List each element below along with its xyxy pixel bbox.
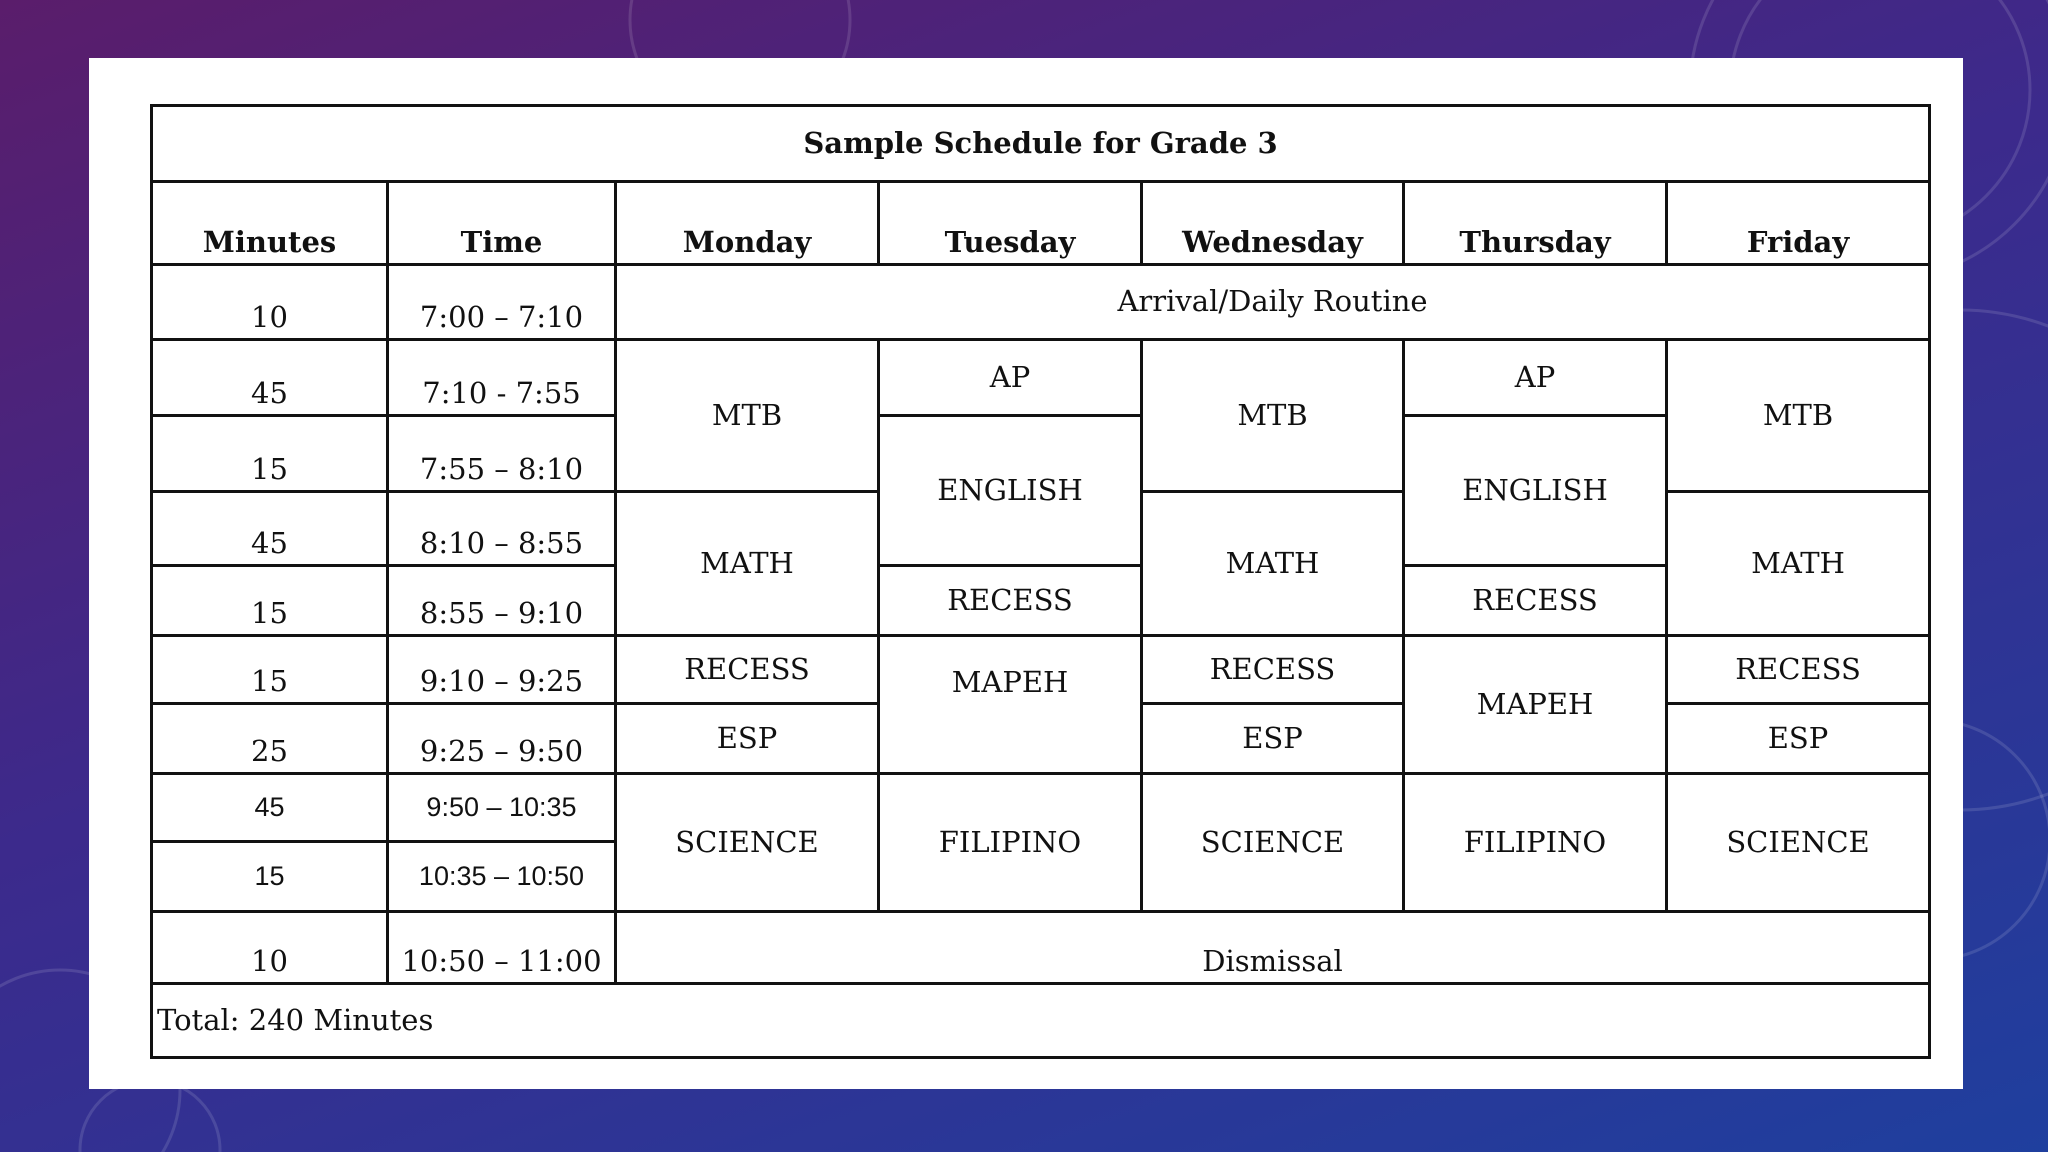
header-tuesday: Tuesday xyxy=(879,182,1142,265)
monday-subject: SCIENCE xyxy=(616,774,879,912)
time-cell: 8:55 – 9:10 xyxy=(388,566,616,636)
tuesday-subject: MAPEH xyxy=(879,636,1142,774)
time-cell: 7:00 – 7:10 xyxy=(388,265,616,340)
monday-subject: ESP xyxy=(616,704,879,774)
minutes-cell: 15 xyxy=(152,842,388,912)
thursday-subject: FILIPINO xyxy=(1404,774,1667,912)
monday-subject: RECESS xyxy=(616,636,879,704)
schedule-table xyxy=(150,104,1931,1059)
minutes-cell: 45 xyxy=(152,492,388,566)
thursday-subject: AP xyxy=(1404,340,1667,416)
table-row xyxy=(152,566,1930,636)
header-thursday: Thursday xyxy=(1404,182,1667,265)
minutes-cell: 15 xyxy=(152,566,388,636)
table-row xyxy=(152,912,1930,984)
total-minutes: Total: 240 Minutes xyxy=(152,984,1930,1058)
thursday-subject: MAPEH xyxy=(1404,636,1667,774)
minutes-cell: 25 xyxy=(152,704,388,774)
wednesday-subject: RECESS xyxy=(1142,636,1404,704)
thursday-subject: ENGLISH xyxy=(1404,416,1667,566)
minutes-cell: 10 xyxy=(152,265,388,340)
wednesday-subject: MTB xyxy=(1142,340,1404,492)
header-minutes: Minutes xyxy=(152,182,388,265)
time-cell: 7:55 – 8:10 xyxy=(388,416,616,492)
header-time: Time xyxy=(388,182,616,265)
table-row xyxy=(152,265,1930,340)
slide-card xyxy=(89,58,1963,1089)
wednesday-subject: SCIENCE xyxy=(1142,774,1404,912)
time-cell: 9:10 – 9:25 xyxy=(388,636,616,704)
friday-subject: RECESS xyxy=(1667,636,1930,704)
monday-subject: MTB xyxy=(616,340,879,492)
minutes-cell: 15 xyxy=(152,416,388,492)
wednesday-subject: ESP xyxy=(1142,704,1404,774)
friday-subject: SCIENCE xyxy=(1667,774,1930,912)
table-row xyxy=(152,416,1930,492)
time-cell: 10:50 – 11:00 xyxy=(388,912,616,984)
time-cell: 7:10 - 7:55 xyxy=(388,340,616,416)
dismissal-cell: Dismissal xyxy=(616,912,1930,984)
thursday-subject: RECESS xyxy=(1404,566,1667,636)
friday-subject: ESP xyxy=(1667,704,1930,774)
header-wednesday: Wednesday xyxy=(1142,182,1404,265)
time-cell: 10:35 – 10:50 xyxy=(388,842,616,912)
title-row xyxy=(152,106,1930,182)
wednesday-subject: MATH xyxy=(1142,492,1404,636)
monday-subject: MATH xyxy=(616,492,879,636)
minutes-cell: 45 xyxy=(152,774,388,842)
minutes-cell: 45 xyxy=(152,340,388,416)
table-row xyxy=(152,774,1930,842)
tuesday-subject: AP xyxy=(879,340,1142,416)
time-cell: 8:10 – 8:55 xyxy=(388,492,616,566)
header-row xyxy=(152,182,1930,265)
tuesday-subject: FILIPINO xyxy=(879,774,1142,912)
minutes-cell: 15 xyxy=(152,636,388,704)
schedule-title: Sample Schedule for Grade 3 xyxy=(152,106,1930,182)
time-cell: 9:25 – 9:50 xyxy=(388,704,616,774)
header-monday: Monday xyxy=(616,182,879,265)
friday-subject: MATH xyxy=(1667,492,1930,636)
tuesday-subject: RECESS xyxy=(879,566,1142,636)
minutes-cell: 10 xyxy=(152,912,388,984)
header-friday: Friday xyxy=(1667,182,1930,265)
tuesday-subject: ENGLISH xyxy=(879,416,1142,566)
arrival-cell: Arrival/Daily Routine xyxy=(616,265,1930,340)
friday-subject: MTB xyxy=(1667,340,1930,492)
footer-row xyxy=(152,984,1930,1058)
time-cell: 9:50 – 10:35 xyxy=(388,774,616,842)
table-row xyxy=(152,340,1930,416)
table-row xyxy=(152,636,1930,704)
